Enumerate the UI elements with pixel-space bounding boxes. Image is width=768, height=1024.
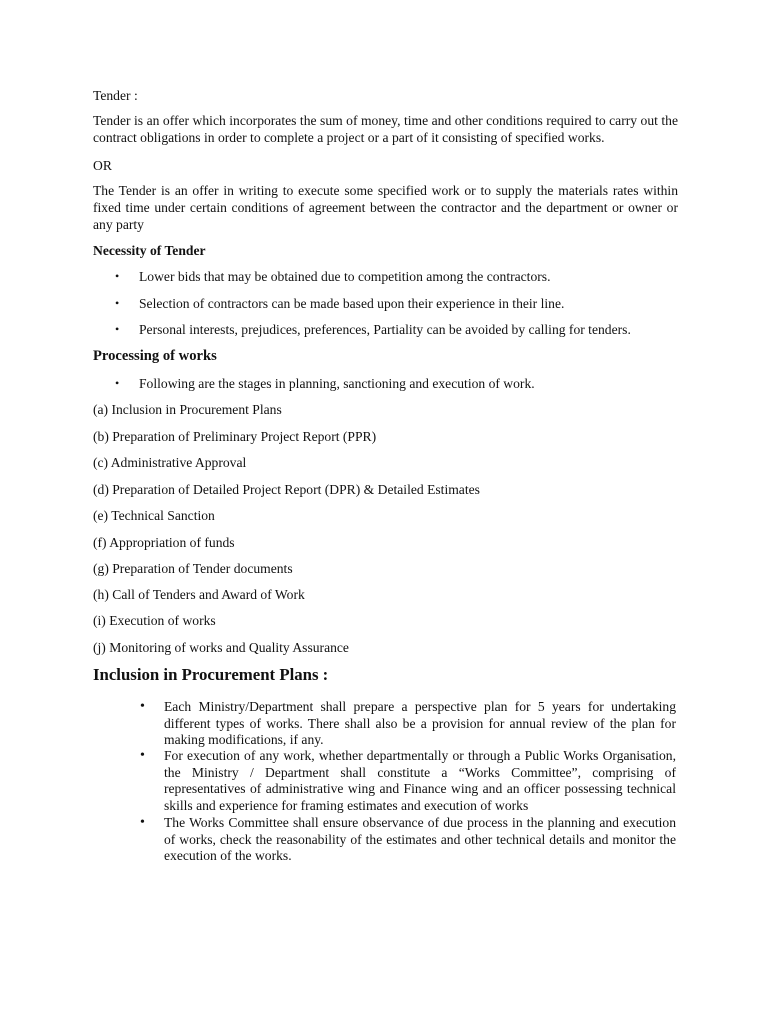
tender-definition-2: The Tender is an offer in writing to execute some specified work or to supply the materials rates within fixed time under certain conditions of agreement between the contractor and the department or owner or any party bbox=[93, 183, 678, 232]
tender-heading: Tender : bbox=[93, 88, 138, 103]
processing-heading: Processing of works bbox=[93, 348, 217, 364]
stage-item: (g) Preparation of Tender documents bbox=[93, 561, 293, 576]
bullet-icon: • bbox=[140, 748, 145, 763]
stage-item: (e) Technical Sanction bbox=[93, 508, 215, 523]
bullet-icon: • bbox=[115, 376, 120, 390]
inclusion-item-text: The Works Committee shall ensure observance of due process in the planning and execution of works, check the reasonability of the estimates and other technical details and monitor the execution of the works. bbox=[164, 815, 676, 863]
bullet-icon: • bbox=[140, 815, 145, 830]
necessity-item-text: Lower bids that may be obtained due to competition among the contractors. bbox=[139, 269, 551, 284]
tender-definition-1: Tender is an offer which incorporates the sum of money, time and other conditions required to carry out the contract obligations in order to complete a project or a part of it consisting of specified works. bbox=[93, 113, 678, 145]
or-separator: OR bbox=[93, 158, 112, 173]
bullet-icon: • bbox=[140, 699, 145, 714]
necessity-item-text: Personal interests, prejudices, preferences, Partiality can be avoided by calling for tenders. bbox=[139, 322, 631, 337]
inclusion-item-text: For execution of any work, whether departmentally or through a Public Works Organisation, the Ministry / Department shall constitute a “Works Committee”, comprising of representatives of administrative wing and Finance wing and an officer possessing technical skills and experience for framing estimates and execution of works bbox=[164, 748, 676, 813]
inclusion-item-text: Each Ministry/Department shall prepare a perspective plan for 5 years for undertaking different types of works. There shall also be a provision for annual review of the plan for making modifications, if any. bbox=[164, 699, 676, 747]
stage-item: (d) Preparation of Detailed Project Report (DPR) & Detailed Estimates bbox=[93, 482, 480, 497]
stage-item: (b) Preparation of Preliminary Project Report (PPR) bbox=[93, 429, 377, 444]
stage-item: (j) Monitoring of works and Quality Assurance bbox=[93, 640, 349, 655]
stage-item: (f) Appropriation of funds bbox=[93, 535, 235, 550]
bullet-icon: • bbox=[115, 269, 120, 283]
bullet-icon: • bbox=[115, 322, 120, 336]
stage-item: (h) Call of Tenders and Award of Work bbox=[93, 587, 305, 602]
stage-item: (i) Execution of works bbox=[93, 613, 216, 628]
necessity-heading: Necessity of Tender bbox=[93, 243, 206, 258]
inclusion-heading: Inclusion in Procurement Plans : bbox=[93, 665, 329, 684]
processing-intro-text: Following are the stages in planning, sanctioning and execution of work. bbox=[139, 376, 535, 391]
necessity-item-text: Selection of contractors can be made based upon their experience in their line. bbox=[139, 296, 565, 311]
stage-item: (a) Inclusion in Procurement Plans bbox=[93, 402, 282, 417]
bullet-icon: • bbox=[115, 296, 120, 310]
stage-item: (c) Administrative Approval bbox=[93, 455, 247, 470]
